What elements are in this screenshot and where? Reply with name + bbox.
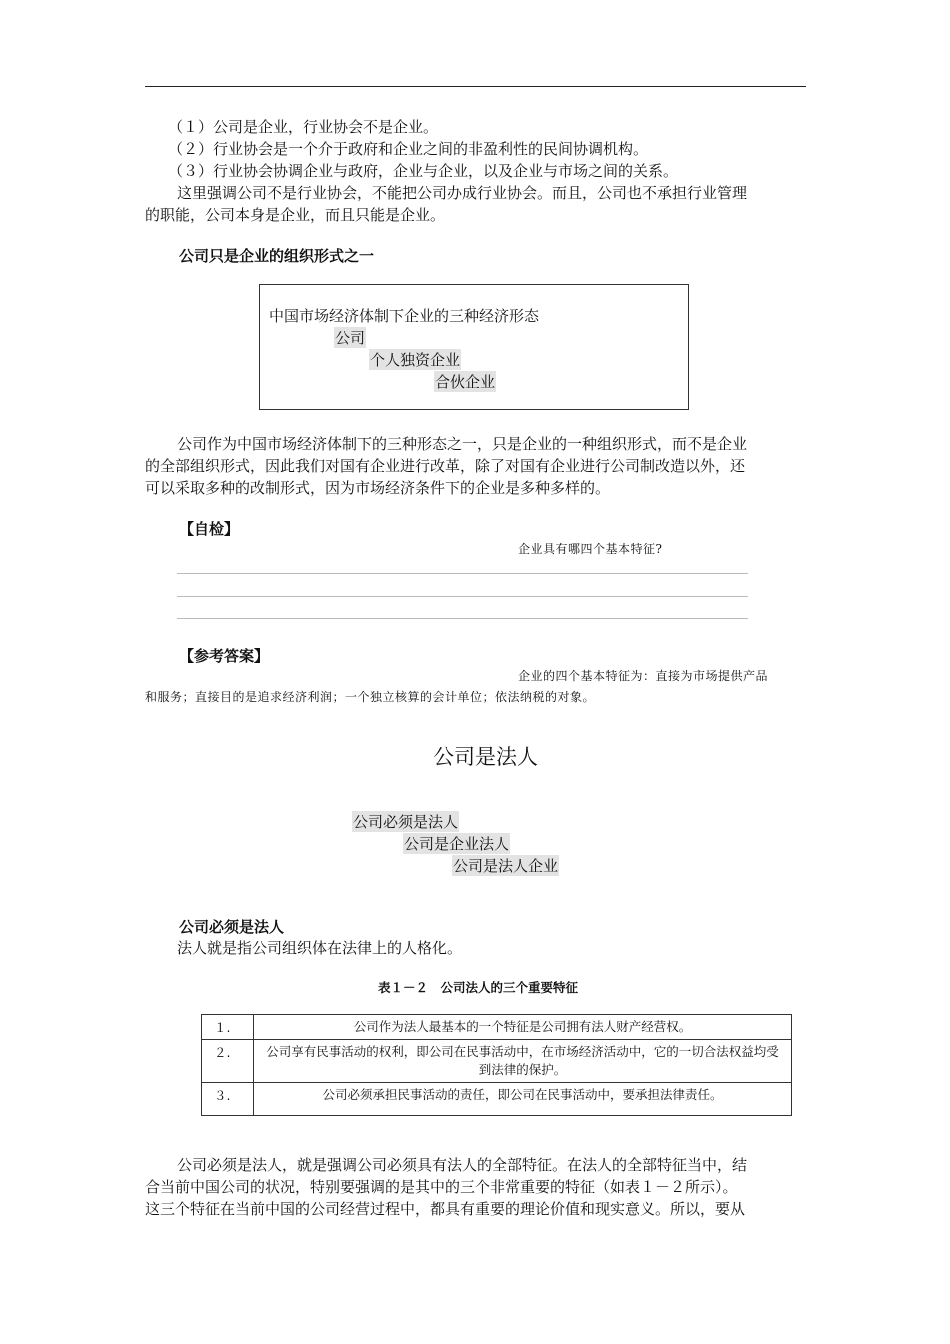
list-item-2: （２）行业协会是一个介于政府和企业之间的非盈利性的民间协调机构。 — [168, 140, 649, 158]
features-table — [201, 1014, 792, 1116]
paragraph-2-line-1: 公司作为中国市场经济体制下的三种形态之一，只是企业的一种组织形式，而不是企业 — [177, 435, 748, 453]
answer-line-1 — [177, 573, 748, 574]
paragraph-1-line-2: 的职能，公司本身是企业，而且只能是企业。 — [145, 206, 446, 224]
self-check-heading: 【自检】 — [179, 520, 240, 538]
reference-answer-heading: 【参考答案】 — [179, 647, 270, 665]
table-caption: 表１－２ 公司法人的三个重要特征 — [378, 980, 579, 995]
box-item-company: 公司 — [335, 329, 366, 347]
section-text-definition: 法人就是指公司组织体在法律上的人格化。 — [177, 939, 463, 957]
box-title: 中国市场经济体制下企业的三种经济形态 — [269, 307, 540, 325]
table-row — [202, 1040, 792, 1083]
table-row — [202, 1083, 792, 1116]
reference-answer-line-2: 和服务；直接目的是追求经济利润；一个独立核算的会计单位；依法纳税的对象。 — [145, 690, 596, 704]
paragraph-2-line-3: 可以采取多种的改制形式，因为市场经济条件下的企业是多种多样的。 — [145, 479, 611, 497]
paragraph-2-line-2: 的全部组织形式，因此我们对国有企业进行改革，除了对国有企业进行公司制改造以外，还 — [145, 457, 746, 475]
table-row — [202, 1015, 792, 1040]
tree-item-legal-person-enterprise: 公司是法人企业 — [453, 857, 559, 875]
tree-item-enterprise-legal-person: 公司是企业法人 — [404, 835, 510, 853]
tree-item-must-be-legal-person: 公司必须是法人 — [353, 813, 459, 831]
paragraph-1-line-1: 这里强调公司不是行业协会，不能把公司办成行业协会。而且，公司也不承担行业管理 — [177, 184, 748, 202]
reference-answer-line-1: 企业的四个基本特征为：直接为市场提供产品 — [518, 669, 769, 683]
table-cell-text: 公司作为法人最基本的一个特征是公司拥有法人财产经营权。 — [254, 1015, 792, 1040]
list-item-1: （１）公司是企业，行业协会不是企业。 — [168, 118, 439, 136]
paragraph-3-line-3: 这三个特征在当前中国的公司经营过程中，都具有重要的理论价值和现实意义。所以，要从 — [145, 1200, 746, 1218]
table-cell-num: １. — [202, 1015, 254, 1040]
box-item-partnership: 合伙企业 — [435, 373, 496, 391]
section-heading-organization: 公司只是企业的组织形式之一 — [179, 247, 375, 265]
table-cell-num: ２. — [202, 1040, 254, 1083]
header-rule — [145, 86, 806, 87]
section-title-legal-person: 公司是法人 — [433, 745, 538, 769]
paragraph-3-line-1: 公司必须是法人，就是强调公司必须具有法人的全部特征。在法人的全部特征当中，结 — [177, 1156, 748, 1174]
box-item-sole-proprietorship: 个人独资企业 — [370, 351, 461, 369]
answer-line-2 — [177, 596, 748, 597]
paragraph-3-line-2: 合当前中国公司的状况，特别要强调的是其中的三个非常重要的特征（如表１－２所示）。 — [145, 1178, 738, 1196]
answer-line-3 — [177, 618, 748, 619]
table-cell-text: 公司必须承担民事活动的责任，即公司在民事活动中，要承担法律责任。 — [254, 1083, 792, 1116]
table-cell-text: 公司享有民事活动的权利，即公司在民事活动中，在市场经济活动中，它的一切合法权益均受到法律的保护。 — [254, 1040, 792, 1083]
section-heading-must-be-legal-person: 公司必须是法人 — [179, 918, 285, 936]
table-cell-num: ３. — [202, 1083, 254, 1116]
self-check-question: 企业具有哪四个基本特征? — [518, 542, 663, 556]
list-item-3: （３）行业协会协调企业与政府，企业与企业，以及企业与市场之间的关系。 — [168, 162, 679, 180]
